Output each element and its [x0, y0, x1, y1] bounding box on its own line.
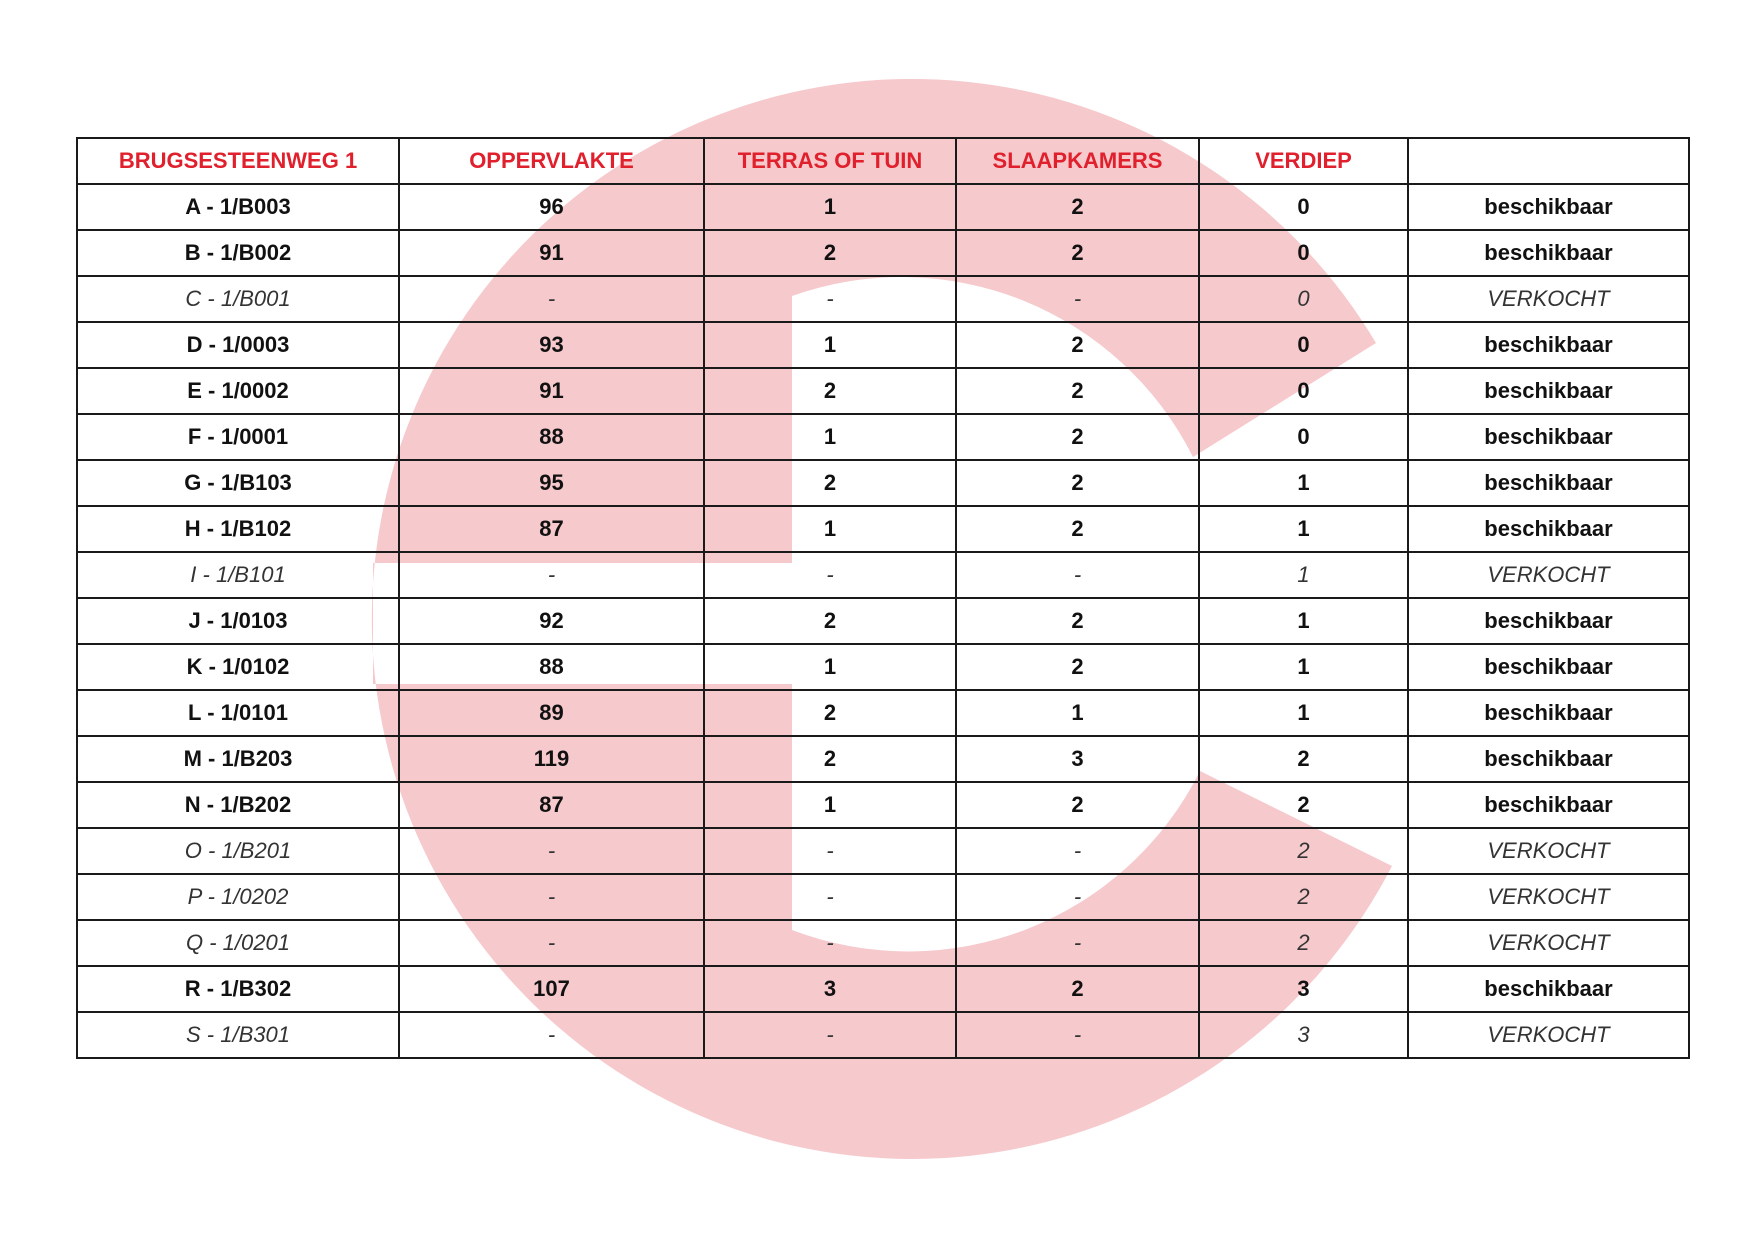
status-cell: beschikbaar	[1408, 506, 1689, 552]
table-row	[77, 276, 1689, 322]
header-status	[1408, 138, 1689, 184]
floor-cell: 1	[1199, 644, 1408, 690]
bedrooms-cell: -	[956, 276, 1199, 322]
table-row	[77, 184, 1689, 230]
status-cell: beschikbaar	[1408, 644, 1689, 690]
status-cell: beschikbaar	[1408, 230, 1689, 276]
unit-cell: L - 1/0101	[77, 690, 399, 736]
table-row	[77, 828, 1689, 874]
area-cell: -	[399, 920, 704, 966]
area-cell: 95	[399, 460, 704, 506]
unit-cell: D - 1/0003	[77, 322, 399, 368]
table-row	[77, 322, 1689, 368]
floor-cell: 1	[1199, 460, 1408, 506]
area-cell: -	[399, 276, 704, 322]
bedrooms-cell: 2	[956, 414, 1199, 460]
terrace-cell: -	[704, 920, 956, 966]
unit-cell: M - 1/B203	[77, 736, 399, 782]
status-cell: beschikbaar	[1408, 460, 1689, 506]
area-cell: -	[399, 828, 704, 874]
area-cell: 91	[399, 368, 704, 414]
area-cell: 89	[399, 690, 704, 736]
bedrooms-cell: 2	[956, 598, 1199, 644]
bedrooms-cell: 1	[956, 690, 1199, 736]
header-bedrooms: SLAAPKAMERS	[956, 138, 1199, 184]
floor-cell: 2	[1199, 782, 1408, 828]
terrace-cell: 2	[704, 460, 956, 506]
terrace-cell: -	[704, 874, 956, 920]
terrace-cell: 2	[704, 690, 956, 736]
terrace-cell: 1	[704, 414, 956, 460]
floor-cell: 1	[1199, 506, 1408, 552]
bedrooms-cell: 2	[956, 506, 1199, 552]
area-cell: 93	[399, 322, 704, 368]
floor-cell: 0	[1199, 368, 1408, 414]
table-row	[77, 552, 1689, 598]
table-row	[77, 690, 1689, 736]
table-row	[77, 966, 1689, 1012]
table-row	[77, 874, 1689, 920]
terrace-cell: 2	[704, 368, 956, 414]
bedrooms-cell: 2	[956, 368, 1199, 414]
status-cell: beschikbaar	[1408, 322, 1689, 368]
table-row	[77, 414, 1689, 460]
status-cell: VERKOCHT	[1408, 1012, 1689, 1058]
table-row	[77, 782, 1689, 828]
terrace-cell: -	[704, 828, 956, 874]
status-cell: beschikbaar	[1408, 782, 1689, 828]
terrace-cell: 2	[704, 598, 956, 644]
status-cell: beschikbaar	[1408, 368, 1689, 414]
area-cell: 107	[399, 966, 704, 1012]
floor-cell: 0	[1199, 414, 1408, 460]
unit-cell: R - 1/B302	[77, 966, 399, 1012]
units-body	[77, 184, 1689, 1058]
unit-cell: F - 1/0001	[77, 414, 399, 460]
units-table	[76, 137, 1690, 1059]
area-cell: -	[399, 552, 704, 598]
floor-cell: 0	[1199, 230, 1408, 276]
status-cell: beschikbaar	[1408, 690, 1689, 736]
header-terrace: TERRAS OF TUIN	[704, 138, 956, 184]
unit-cell: C - 1/B001	[77, 276, 399, 322]
status-cell: beschikbaar	[1408, 598, 1689, 644]
area-cell: 88	[399, 644, 704, 690]
table-row	[77, 368, 1689, 414]
status-cell: VERKOCHT	[1408, 874, 1689, 920]
bedrooms-cell: -	[956, 920, 1199, 966]
terrace-cell: 3	[704, 966, 956, 1012]
bedrooms-cell: -	[956, 1012, 1199, 1058]
bedrooms-cell: 2	[956, 230, 1199, 276]
floor-cell: 0	[1199, 322, 1408, 368]
area-cell: 92	[399, 598, 704, 644]
table-row	[77, 598, 1689, 644]
terrace-cell: 1	[704, 322, 956, 368]
bedrooms-cell: -	[956, 828, 1199, 874]
unit-cell: N - 1/B202	[77, 782, 399, 828]
header-area: OPPERVLAKTE	[399, 138, 704, 184]
unit-cell: Q - 1/0201	[77, 920, 399, 966]
floor-cell: 3	[1199, 1012, 1408, 1058]
area-cell: -	[399, 874, 704, 920]
floor-cell: 0	[1199, 184, 1408, 230]
status-cell: VERKOCHT	[1408, 276, 1689, 322]
area-cell: 91	[399, 230, 704, 276]
bedrooms-cell: 2	[956, 184, 1199, 230]
floor-cell: 3	[1199, 966, 1408, 1012]
status-cell: beschikbaar	[1408, 414, 1689, 460]
status-cell: beschikbaar	[1408, 736, 1689, 782]
bedrooms-cell: 2	[956, 782, 1199, 828]
unit-cell: I - 1/B101	[77, 552, 399, 598]
status-cell: VERKOCHT	[1408, 552, 1689, 598]
floor-cell: 0	[1199, 276, 1408, 322]
area-cell: 96	[399, 184, 704, 230]
floor-cell: 2	[1199, 874, 1408, 920]
bedrooms-cell: 2	[956, 966, 1199, 1012]
floor-cell: 2	[1199, 828, 1408, 874]
unit-cell: S - 1/B301	[77, 1012, 399, 1058]
bedrooms-cell: 3	[956, 736, 1199, 782]
terrace-cell: -	[704, 552, 956, 598]
terrace-cell: -	[704, 276, 956, 322]
bedrooms-cell: 2	[956, 460, 1199, 506]
floor-cell: 1	[1199, 690, 1408, 736]
area-cell: 87	[399, 782, 704, 828]
terrace-cell: 1	[704, 184, 956, 230]
table-row	[77, 1012, 1689, 1058]
area-cell: 87	[399, 506, 704, 552]
status-cell: beschikbaar	[1408, 966, 1689, 1012]
unit-cell: E - 1/0002	[77, 368, 399, 414]
status-cell: VERKOCHT	[1408, 828, 1689, 874]
table-row	[77, 460, 1689, 506]
unit-cell: K - 1/0102	[77, 644, 399, 690]
floor-cell: 1	[1199, 552, 1408, 598]
unit-cell: B - 1/B002	[77, 230, 399, 276]
area-cell: 88	[399, 414, 704, 460]
unit-cell: H - 1/B102	[77, 506, 399, 552]
unit-cell: O - 1/B201	[77, 828, 399, 874]
terrace-cell: 1	[704, 506, 956, 552]
unit-cell: P - 1/0202	[77, 874, 399, 920]
floor-cell: 1	[1199, 598, 1408, 644]
unit-cell: J - 1/0103	[77, 598, 399, 644]
unit-cell: G - 1/B103	[77, 460, 399, 506]
area-cell: 119	[399, 736, 704, 782]
table-header-row	[77, 138, 1689, 184]
terrace-cell: -	[704, 1012, 956, 1058]
table-row	[77, 736, 1689, 782]
bedrooms-cell: -	[956, 874, 1199, 920]
bedrooms-cell: -	[956, 552, 1199, 598]
header-address: BRUGSESTEENWEG 1	[77, 138, 399, 184]
table-row	[77, 920, 1689, 966]
table-row	[77, 644, 1689, 690]
terrace-cell: 1	[704, 644, 956, 690]
terrace-cell: 2	[704, 230, 956, 276]
unit-cell: A - 1/B003	[77, 184, 399, 230]
terrace-cell: 1	[704, 782, 956, 828]
status-cell: VERKOCHT	[1408, 920, 1689, 966]
header-floor: VERDIEP	[1199, 138, 1408, 184]
bedrooms-cell: 2	[956, 644, 1199, 690]
terrace-cell: 2	[704, 736, 956, 782]
area-cell: -	[399, 1012, 704, 1058]
status-cell: beschikbaar	[1408, 184, 1689, 230]
floor-cell: 2	[1199, 736, 1408, 782]
table-row	[77, 506, 1689, 552]
bedrooms-cell: 2	[956, 322, 1199, 368]
table-row	[77, 230, 1689, 276]
floor-cell: 2	[1199, 920, 1408, 966]
